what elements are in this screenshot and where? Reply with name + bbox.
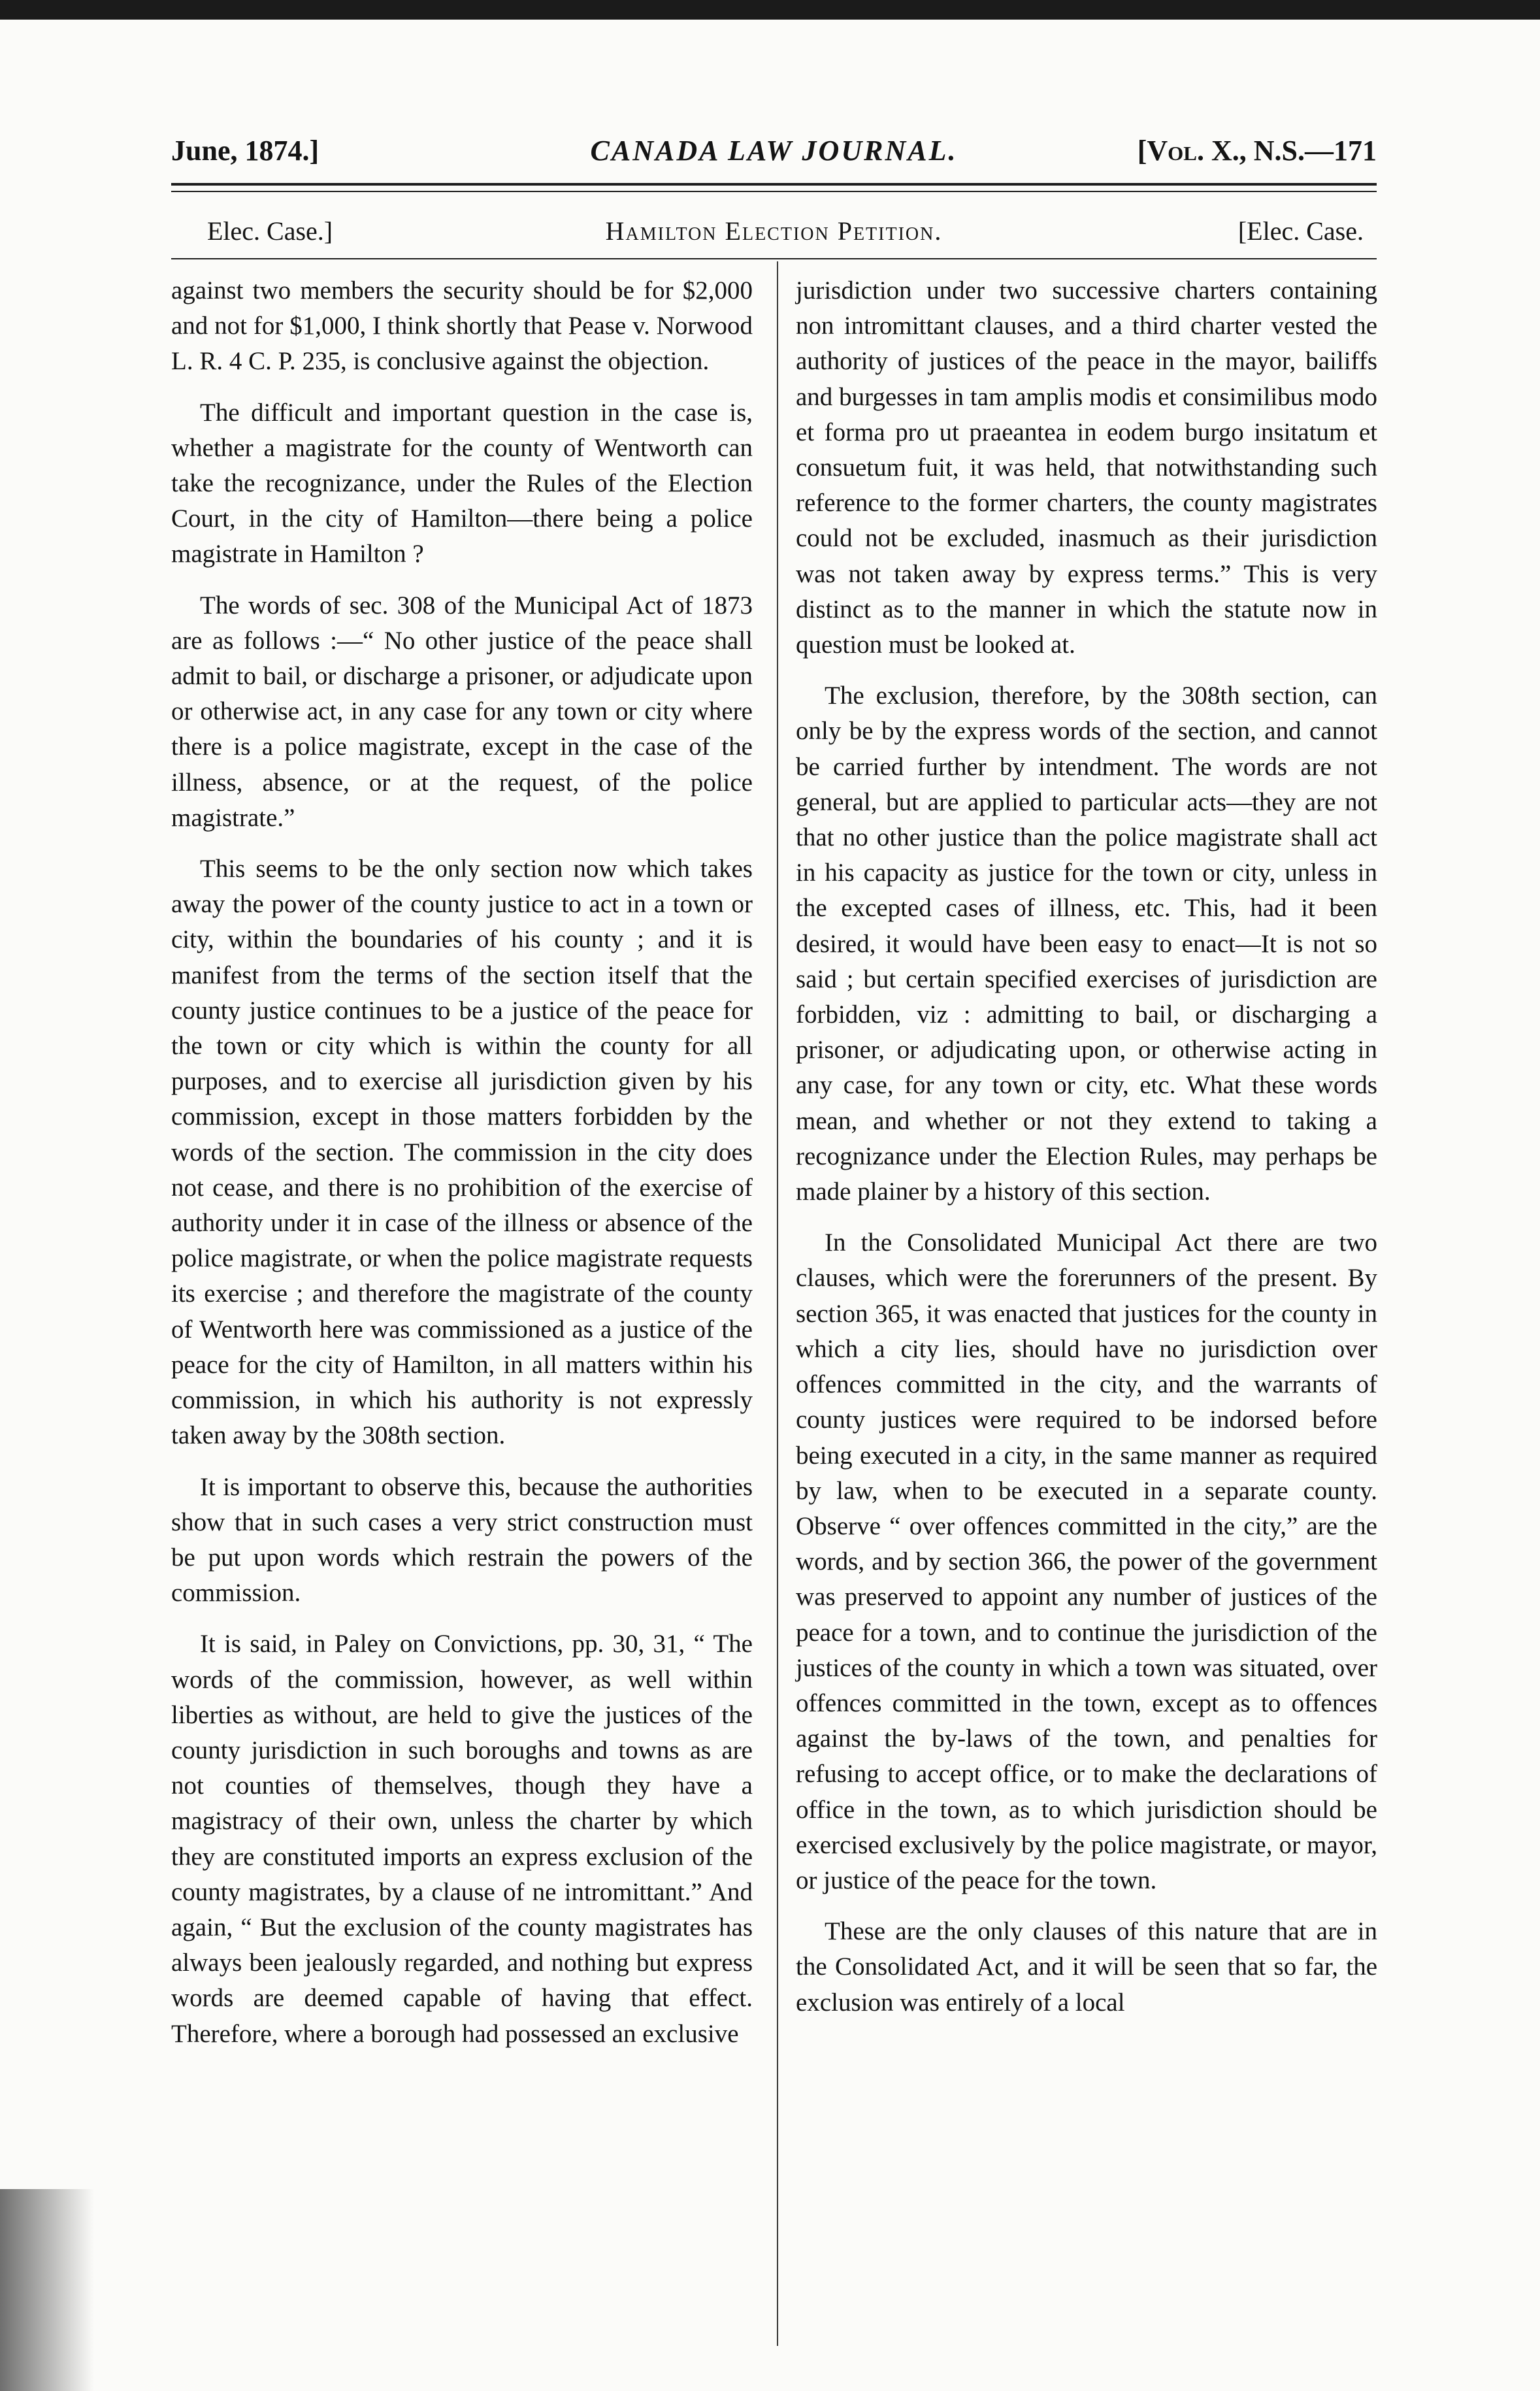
- case-left-label: Elec. Case.]: [207, 216, 333, 246]
- case-title: Hamilton Election Petition.: [605, 216, 943, 246]
- header-date: June, 1874.]: [171, 135, 319, 167]
- case-header: [171, 209, 1377, 255]
- paragraph: The exclusion, therefore, by the 308th section, can only be by the express words of the section, and cannot be carried further by intendment. The words are not general, but are applied to particular acts—they are not that no other justice than the police magistrate shall act in his capacity as justice for the town or city, unless in the excepted cases of illness, etc. This, had it been desired, it would have been easy to enact—It is not so said ; but certain specified exercises of jurisdiction are forbidden, viz : admitting to bail, or discharging a prisoner, or adjudicating upon, or otherwise acting in any case, for any town or city, etc. What these words mean, and whether or not they extend to taking a recognizance under the Election Rules, may perhaps be made plainer by a history of this section.: [796, 682, 1377, 1206]
- paragraph: It is important to observe this, because the authorities show that in such cases a very strict construction must be put upon words which restrain the powers of the commission.: [171, 1472, 753, 1608]
- scan-edge: [0, 0, 1540, 20]
- volume-page: [Vol. X., N.S.—171: [1137, 135, 1377, 167]
- paragraph: The difficult and important question in the case is, whether a magistrate for the county of Wentworth can take the recognizance, under the Rules of the Election Court, in the city of Hamilton—there being a police magistrate in Hamilton ?: [171, 398, 753, 569]
- header-rule-thin: [171, 191, 1377, 192]
- column-divider: [777, 261, 778, 2346]
- case-right-label: [Elec. Case.: [1237, 216, 1364, 246]
- paragraph: In the Consolidated Municipal Act there are two clauses, which were the forerunners of the present. By section 365, it was enacted that justices for the county in which a city lies, should have no jurisdiction over offences committed in the city, and the warrants of county justices were required to be indorsed before being executed in a city, in the same manner as required by law, when to be executed in a separate county. Observe “ over offences committed in the city,” are the words, and by section 366, the power of the government was preserved to appoint any number of justices of the peace for a town, and to continue the jurisdiction of the justices of the county in which a town was situated, over offences committed in the town, except as to offences against the by-laws of the town, and penalties for refusing to accept office, or to make the declarations of office in the town, as to which jurisdiction should be exercised exclusively by the police magistrate, or mayor, or justice of the peace for the town.: [796, 1228, 1377, 1894]
- paragraph: These are the only clauses of this nature that are in the Consolidated Act, and it will be seen that so far, the exclusion was entirely of a local: [796, 1917, 1377, 2017]
- paragraph: jurisdiction under two successive charters containing non intromittant clauses, and a third charter vested the authority of justices of the peace in the mayor, bailiffs and burgesses in tam amplis modis et consimilibus modo et forma pro ut praeantea in eodem burgo insitatum et consuetum fuit, it was held, that notwithstanding such reference to the former charters, the county magistrates could not be excluded, inasmuch as their jurisdiction was not taken away by express terms.” This is very distinct as to the manner in which the statute now in question must be looked at.: [796, 276, 1377, 659]
- paragraph: against two members the security should be for $2,000 and not for $1,000, I think shortly that Pease v. Norwood L. R. 4 C. P. 235, is conclusive against the objection.: [171, 276, 753, 376]
- paragraph: It is said, in Paley on Convictions, pp. 30, 31, “ The words of the commission, however, as well within liberties as without, are held to give the justices of the county jurisdiction in such boroughs and towns as are not counties of themselves, though they have a magistracy of their own, unless the charter by which they are constituted imports an express exclusion of the county magistrates, by a clause of ne intromittant.” And again, “ But the exclusion of the county magistrates has always been jealously regarded, and nothing but express words are deemed capable of having that effect. Therefore, where a borough had possessed an exclusive: [171, 1630, 753, 2048]
- paragraph: This seems to be the only section now which takes away the power of the county justice to act in a town or city, within the boundaries of his county ; and it is manifest from the terms of the section itself that the county justice continues to be a justice of the peace for the town or city which is within the county for all purposes, and to exercise all jurisdiction given by his commission, except in those matters forbidden by the words of the section. The commission in the city does not cease, and there is no prohibition of the exercise of authority under it in case of the illness or absence of the police magistrate, or when the police magistrate requests its exercise ; and therefore the magistrate of the county of Wentworth here was commissioned as a justice of the peace for the city of Hamilton, in all matters within his commission, in which his authority is not expressly taken away by the 308th section.: [171, 855, 753, 1450]
- right-column: [796, 273, 1377, 2036]
- scan-shadow: [0, 2189, 105, 2391]
- paragraph: The words of sec. 308 of the Municipal Act of 1873 are as follows :—“ No other justice of the peace shall admit to bail, or discharge a prisoner, or adjudicate upon or otherwise act, in any case for any town or city where there is a police magistrate, except in the case of the illness, absence, or at the request, of the police magistrate.”: [171, 591, 753, 832]
- header-rule-thick: [171, 183, 1377, 186]
- journal-title: CANADA LAW JOURNAL.: [590, 135, 958, 167]
- subheader-rule: [171, 258, 1377, 259]
- running-header: [171, 127, 1377, 186]
- left-column: [171, 273, 753, 2068]
